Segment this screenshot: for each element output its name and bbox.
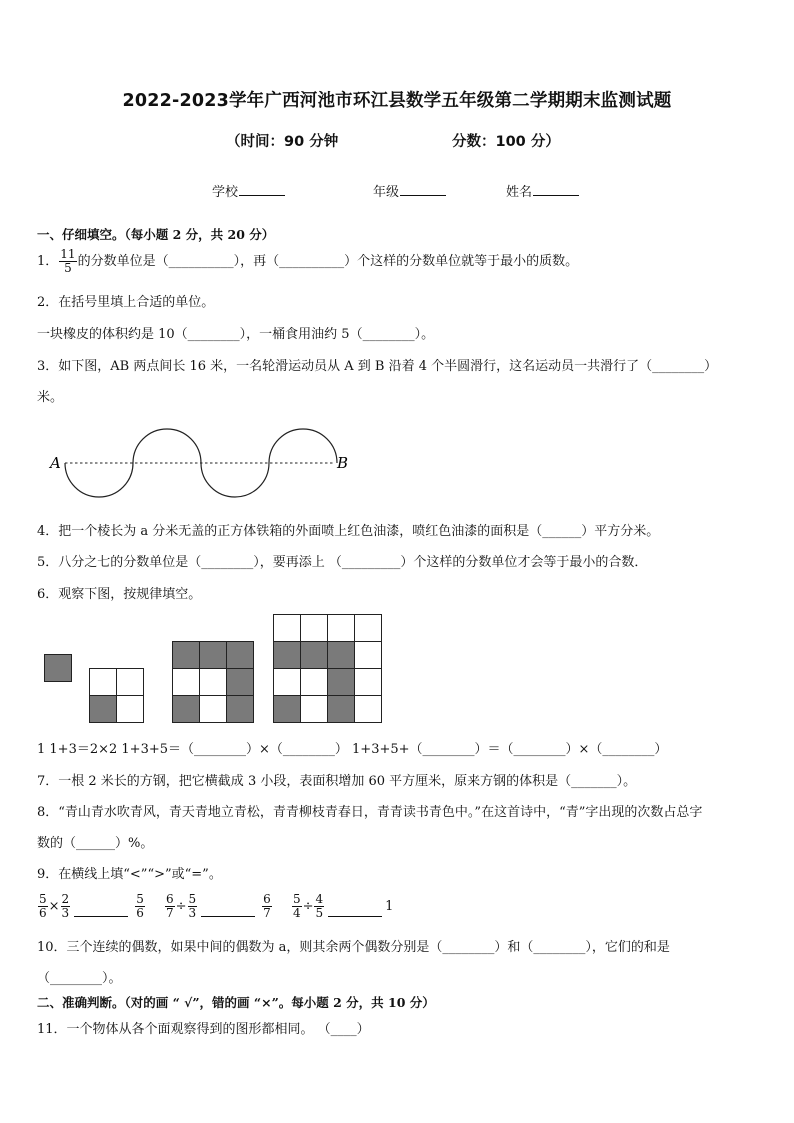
exam-score: 分数：100 分） — [452, 134, 560, 150]
question-10-line1: 10．三个连续的偶数，如果中间的偶数为 a，则其余两个偶数分别是（________）和（________），它们的和是 — [37, 940, 670, 955]
grid-4-cell — [273, 695, 301, 723]
grid-4-cell — [300, 614, 328, 642]
section-2-heading: 二、准确判断。（对的画 “ √”，错的画 “×”。每小题 2 分，共 10 分） — [37, 995, 435, 1010]
grid-4-cell — [300, 695, 328, 723]
grid-4-cell — [327, 668, 355, 696]
grid-4-cell — [354, 668, 382, 696]
question-7: 7．一根 2 米长的方钢，把它横截成 3 小段，表面积增加 60 平方厘米，原来方钢的体积是（_______）。 — [37, 774, 637, 789]
answer-blank — [201, 915, 255, 917]
question-9-expressions — [37, 893, 393, 920]
grid-4-cell — [354, 614, 382, 642]
grid-3-cell — [172, 668, 200, 696]
question-8-line2: 数的（______）%。 — [37, 836, 154, 851]
expression-1: $\frac{5}{6}$ × $\frac{2}{3}$ $\frac{5}{6}$ — [39, 892, 144, 920]
question-4: 4．把一个棱长为 a 分米无盖的正方体铁箱的外面喷上红色油漆，喷红色油漆的面积是（______）平方分米。 — [37, 524, 660, 539]
question-2-line2: 一块橡皮的体积约是 10（________），一桶食用油约 5（________）。 — [37, 327, 435, 342]
grid-4-cell — [327, 695, 355, 723]
answer-blank — [74, 915, 128, 917]
question-1: 1． $\frac{11}{5}$ 的分数单位是（__________），再（__________）个这样的分数单位就等于最小的质数。 — [37, 247, 579, 275]
grid-4-cell — [273, 641, 301, 669]
grid-3-cell — [199, 668, 227, 696]
question-2-line1: 2．在括号里填上合适的单位。 — [37, 295, 215, 310]
question-10-line2: （________）。 — [37, 971, 122, 986]
question-3-line2: 米。 — [37, 390, 64, 405]
grid-4-cell — [354, 641, 382, 669]
question-3-line1: 3．如下图，AB 两点间长 16 米，一名轮滑运动员从 A 到 B 沿着 4 个半圆滑行，这名运动员一共滑行了（________） — [37, 359, 718, 374]
grid-4-cell — [273, 614, 301, 642]
question-6-line1: 6．观察下图，按规律填空。 — [37, 587, 202, 602]
grid-2-cell — [116, 695, 144, 723]
grid-1-cell — [44, 654, 72, 682]
label-b: B — [337, 454, 349, 472]
grid-4-cell — [273, 668, 301, 696]
answer-blank — [328, 915, 382, 917]
section-1-heading: 一、仔细填空。（每小题 2 分，共 20 分） — [37, 227, 275, 242]
grid-2-cell — [89, 668, 117, 696]
name-field: 姓名 — [506, 181, 579, 200]
question-9-line1: 9．在横线上填“<”“>”或“=”。 — [37, 867, 222, 882]
fraction-11-5: $\frac{11}{5}$ — [60, 247, 76, 275]
grid-3-cell — [226, 695, 254, 723]
grid-4-cell — [327, 614, 355, 642]
label-a: A — [50, 454, 61, 472]
page-title: 2022-2023学年广西河池市环江县数学五年级第二学期期末监测试题 — [122, 91, 672, 111]
question-8-line1: 8．“青山青水吹青风，青天青地立青松，青青柳枝青春日，青青读书青色中。”在这首诗中，“青”字出现的次数占总字 — [37, 805, 703, 820]
question-11: 11．一个物体从各个面观察得到的图形都相同。 （____） — [37, 1022, 370, 1037]
grid-2-cell — [116, 668, 144, 696]
grade-field: 年级 — [373, 181, 446, 200]
grid-4-cell — [300, 641, 328, 669]
grid-3-cell — [172, 695, 200, 723]
grid-4-cell — [354, 695, 382, 723]
grid-3-cell — [172, 641, 200, 669]
expression-2: $\frac{6}{7}$ ÷ $\frac{5}{3}$ $\frac{6}{7}$ — [165, 892, 271, 920]
grid-4-cell — [300, 668, 328, 696]
semicircle-path-figure — [45, 425, 365, 500]
exam-time: （时间：90 分钟 — [226, 134, 339, 150]
expression-3: $\frac{5}{4}$ ÷ $\frac{4}{5}$ 1 — [292, 892, 394, 920]
question-6-formula: 1 1+3＝2×2 1+3+5＝（________）×（________） 1+3+5+（________）＝（________）×（________） — [37, 742, 668, 757]
question-5: 5．八分之七的分数单位是（________），要再添上 （_________）个这样的分数单位才会等于最小的合数． — [37, 555, 648, 570]
grid-3-cell — [226, 641, 254, 669]
grid-3-cell — [199, 695, 227, 723]
school-field: 学校 — [212, 181, 285, 200]
grid-4-cell — [327, 641, 355, 669]
grid-3-cell — [199, 641, 227, 669]
grid-3-cell — [226, 668, 254, 696]
grid-2-cell — [89, 695, 117, 723]
